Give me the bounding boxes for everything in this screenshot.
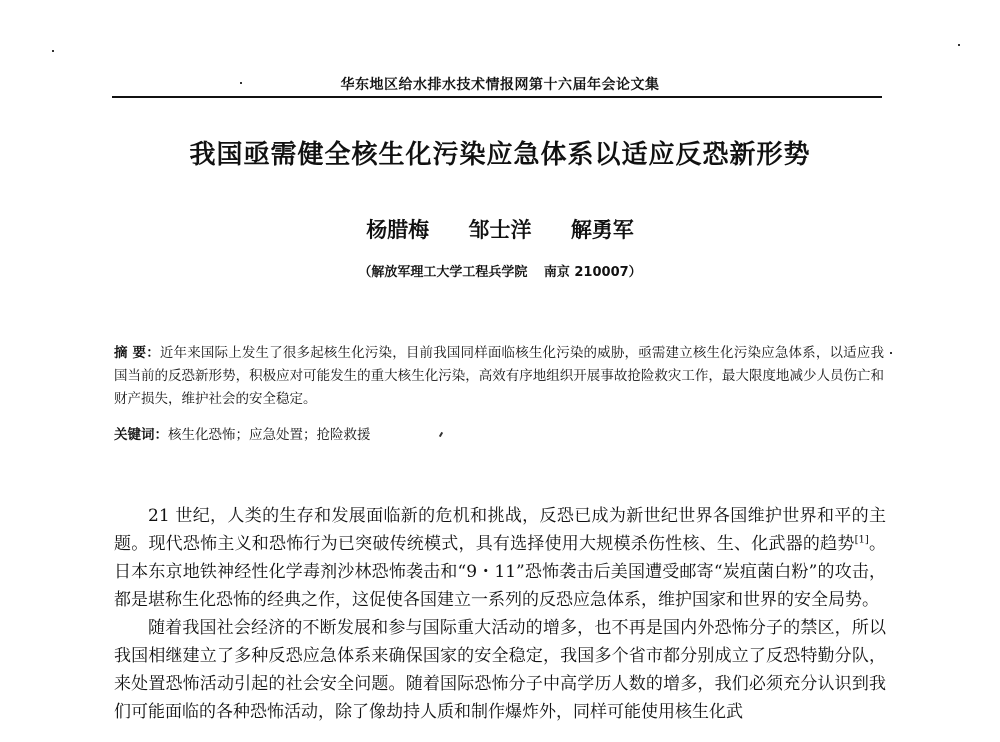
author-name: 邹士洋: [468, 218, 532, 242]
keywords-label: 关键词：: [114, 427, 168, 443]
abstract-text: 近年来国际上发生了很多起核生化污染，目前我国同样面临核生化污染的威胁，亟需建立核生化污染应急体系，以适应我国当前的反恐新形势，积极应对可能发生的重大核生化污染，高效有序地组织开展事故抢险救灾工作，最大限度地减少人员伤亡和财产损失，维护社会的安全稳定。: [114, 345, 885, 407]
abstract-label: 摘 要：: [114, 345, 160, 361]
paragraph-text: 。日本东京地铁神经性化学毒剂沙林恐怖袭击和“9・11”恐怖袭击后美国遭受邮寄“炭疽菌白粉”的攻击，都是堪称生化恐怖的经典之作，这促使各国建立一系列的反恐应急体系，维护国家和世界的安全局势。: [114, 534, 887, 610]
keywords-text: 核生化恐怖；应急处置；抢险救援: [168, 427, 371, 443]
citation-ref: [1]: [854, 534, 869, 546]
author-name: 杨腊梅: [366, 218, 430, 242]
author-name: 解勇军: [570, 218, 634, 242]
paper-title: 我国亟需健全核生化污染应急体系以适应反恐新形势: [189, 140, 811, 170]
abstract: [114, 342, 884, 411]
body-text: [114, 502, 886, 726]
affiliation-org: （解放军理工大学工程兵学院: [358, 265, 528, 280]
scan-speck: [52, 50, 54, 52]
body-paragraph: 随着我国社会经济的不断发展和参与国际重大活动的增多，也不再是国内外恐怖分子的禁区，所以我国相继建立了多种反恐应急体系来确保国家的安全稳定，我国多个省市都分别成立了反恐特勤分队，来处置恐怖活动引起的社会安全问题。随着国际恐怖分子中高学历人数的增多，我们必须充分认识到我们可能面临的各种恐怖活动，除了像劫持人质和制作爆炸外，同样可能使用核生化武: [114, 618, 886, 722]
author-list: [0, 214, 1000, 244]
body-paragraph: [114, 502, 886, 614]
header-rule: [112, 96, 882, 98]
paragraph-text: 21 世纪，人类的生存和发展面临新的危机和挑战，反恐已成为新世纪世界各国维护世界和平的主题。现代恐怖主义和恐怖行为已突破传统模式，具有选择使用大规模杀伤性核、生、化武器的趋势: [114, 506, 886, 554]
affiliation-city: 南京 210007）: [543, 265, 642, 280]
affiliation: [0, 261, 1000, 280]
scan-speck: [958, 44, 960, 46]
running-header: 华东地区给水排水技术情报网第十六届年会论文集: [340, 77, 660, 93]
keywords: [114, 424, 884, 447]
scan-speck: [890, 352, 892, 354]
